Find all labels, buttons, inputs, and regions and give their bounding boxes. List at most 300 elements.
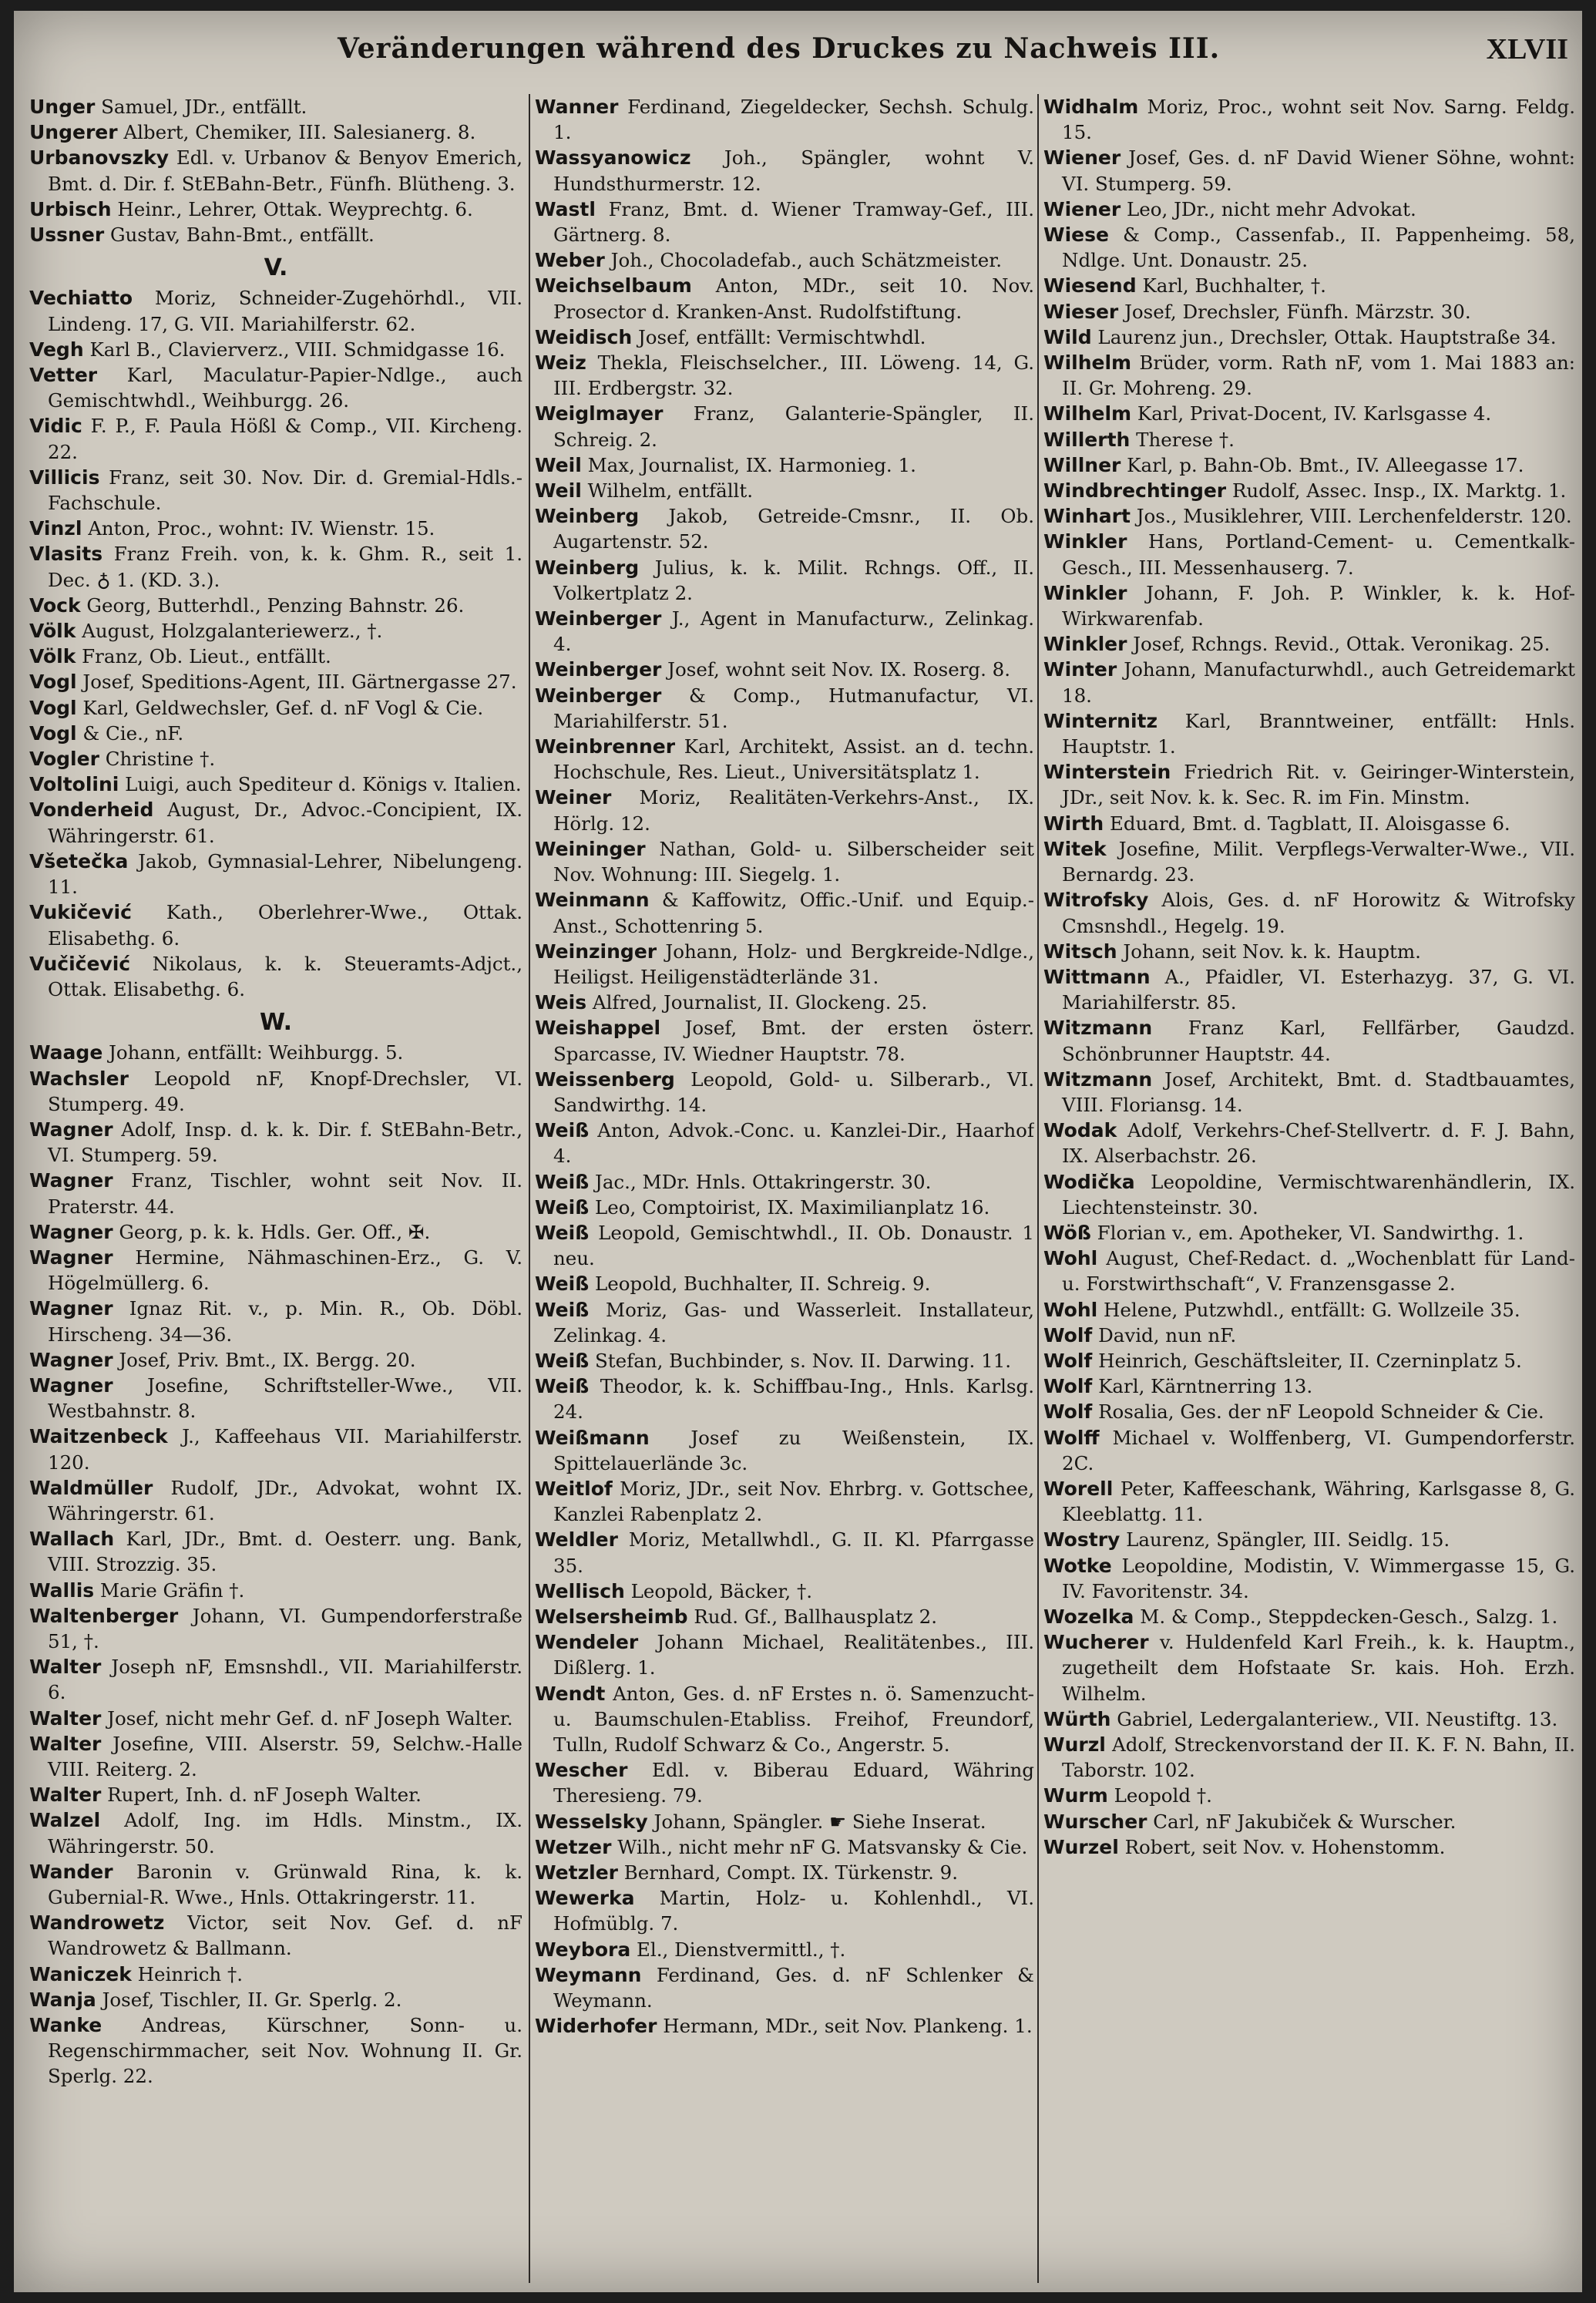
directory-entry <box>1043 452 1575 478</box>
entry-details: August, Chef-Redact. d. „Wochenblatt für Land- u. Forstwirthschaft“, V. Franzensgasse 2. <box>1062 1247 1575 1296</box>
directory-entry <box>535 785 1034 835</box>
directory-entry <box>29 1807 522 1858</box>
entry-surname: Weinmann <box>535 889 650 912</box>
directory-entry <box>29 1706 522 1731</box>
entry-details: August, Dr., Advoc.-Concipient, IX. Währingerstr. 61. <box>48 798 522 847</box>
entry-surname: Wachsler <box>29 1067 129 1090</box>
entry-surname: Voltolini <box>29 773 119 796</box>
entry-details: Johann, seit Nov. k. k. Hauptm. <box>1123 940 1421 963</box>
directory-entry <box>535 478 1034 503</box>
entry-surname: Wolf <box>1043 1323 1093 1346</box>
directory-entry <box>29 1603 522 1654</box>
directory-entry <box>1043 1553 1575 1604</box>
directory-entry <box>29 222 522 247</box>
entry-details: Leo, Comptoirist, IX. Maximilianplatz 16. <box>595 1195 990 1219</box>
directory-entry <box>1043 1834 1575 1860</box>
entry-surname: Všetečka <box>29 849 129 872</box>
entry-surname: Unger <box>29 96 96 118</box>
entry-surname: Vetter <box>29 364 98 387</box>
entry-surname: Würth <box>1043 1707 1111 1730</box>
entry-details: Rudolf, JDr., Advokat, wohnt IX. Währingerstr. 61. <box>48 1476 522 1525</box>
entry-surname: Waldmüller <box>29 1476 153 1499</box>
directory-entry <box>29 94 522 119</box>
entry-details: Josefine, Schriftsteller-Wwe., VII. Westbahnstr. 8. <box>48 1373 522 1423</box>
entry-details: Rupert, Inh. d. nF Joseph Walter. <box>107 1784 422 1807</box>
entry-details: Gustav, Bahn-Bmt., entfällt. <box>109 224 375 247</box>
entry-details: Michael v. Wolffenberg, VI. Gumpendorferstr. 2C. <box>1062 1426 1575 1474</box>
directory-entry <box>1043 503 1575 529</box>
directory-entry <box>1043 657 1575 708</box>
entry-surname: Wagner <box>29 1348 113 1371</box>
entry-details: Moriz, Schneider-Zugehörhdl., VII. Lindeng. 17, G. VII. Mariahilferstr. 62. <box>48 287 522 335</box>
directory-entry <box>1043 197 1575 222</box>
entry-details: Julius, k. k. Milit. Rchngs. Off., II. Volkertplatz 2. <box>553 556 1034 604</box>
entry-details: Karl, Privat-Docent, IV. Karlsgasse 4. <box>1137 402 1492 425</box>
entry-surname: Widhalm <box>1043 96 1139 118</box>
entry-surname: Wittmann <box>1043 965 1151 988</box>
directory-entry <box>1043 273 1575 298</box>
entry-details: Georg, p. k. k. Hdls. Ger. Off., ✠. <box>119 1220 431 1243</box>
entry-surname: Vechiatto <box>29 287 133 310</box>
entry-details: Josefine, Milit. Verpflegs-Verwalter-Wwe., VII. Bernardg. 23. <box>1062 837 1575 886</box>
entry-details: F. P., F. Paula Hößl & Comp., VII. Kircheng. 22. <box>48 415 522 463</box>
entry-details: Therese †. <box>1136 428 1235 451</box>
entry-details: Josef, Speditions-Agent, III. Gärtnergasse 27. <box>82 671 517 694</box>
directory-entry <box>29 618 522 644</box>
entry-details: Ferdinand, Ziegeldecker, Sechsh. Schulg. 1. <box>553 96 1034 144</box>
directory-entry <box>29 1962 522 1987</box>
entry-surname: Weichselbaum <box>535 274 692 298</box>
entry-details: Florian v., em. Apotheker, VI. Sandwirthg. 1. <box>1097 1221 1524 1244</box>
entry-surname: Waitzenbeck <box>29 1425 168 1448</box>
entry-surname: Wetzler <box>535 1861 618 1884</box>
entry-surname: Wendeler <box>535 1631 639 1654</box>
entry-details: Johann, Manufacturwhdl., auch Getreidemarkt 18. <box>1062 658 1575 707</box>
entry-details: El., Dienstvermittl., †. <box>637 1938 846 1961</box>
entry-surname: Weinberger <box>535 607 662 630</box>
entry-details: Adolf, Verkehrs-Chef-Stellvertr. d. F. J. Bahn, IX. Alserbachstr. 26. <box>1062 1119 1575 1168</box>
directory-entry <box>1043 1348 1575 1373</box>
directory-entry <box>29 593 522 618</box>
directory-entry <box>535 887 1034 938</box>
entry-surname: Weinberg <box>535 556 640 579</box>
directory-entry <box>535 452 1034 478</box>
directory-entry <box>1043 1373 1575 1399</box>
entry-surname: Weiz <box>535 351 586 375</box>
entry-surname: Weißmann <box>535 1426 650 1449</box>
entry-surname: Wolf <box>1043 1400 1093 1424</box>
entry-surname: Wostry <box>1043 1528 1121 1552</box>
entry-details: Anton, MDr., seit 10. Nov. Prosector d. Kranken-Anst. Rudolfstiftung. <box>553 274 1034 323</box>
entry-details: Rud. Gf., Ballhausplatz 2. <box>694 1605 938 1628</box>
entry-details: Carl, nF Jakubiček & Wurscher. <box>1153 1810 1457 1833</box>
directory-entry <box>1043 631 1575 657</box>
entry-details: Marie Gräfin †. <box>99 1578 245 1602</box>
directory-entry <box>29 849 522 899</box>
directory-entry <box>29 1040 522 1065</box>
entry-surname: Wolf <box>1043 1375 1093 1398</box>
entry-details: Johann Michael, Realitätenbes., III. Dißlerg. 1. <box>553 1631 1034 1679</box>
entry-surname: Weybora <box>535 1938 631 1961</box>
entry-surname: Waage <box>29 1041 103 1064</box>
directory-entry <box>1043 427 1575 452</box>
directory-entry <box>535 1527 1034 1578</box>
entry-details: Leopold, Gold- u. Silberarb., VI. Sandwirthg. 14. <box>553 1067 1034 1116</box>
entry-surname: Wiesend <box>1043 274 1137 298</box>
entry-details: Karl, Branntweiner, entfällt: Hnls. Hauptstr. 1. <box>1062 709 1575 758</box>
entry-surname: Wotke <box>1043 1554 1112 1577</box>
entry-surname: Vegh <box>29 338 84 361</box>
directory-entry <box>535 503 1034 554</box>
entry-details: Thekla, Fleischselcher., III. Löweng. 14, G. III. Erdbergstr. 32. <box>553 351 1034 400</box>
directory-entry <box>29 1654 522 1705</box>
entry-details: Baronin v. Grünwald Rina, k. k. Gubernial-R. Wwe., Hnls. Ottakringerstr. 11. <box>48 1860 522 1909</box>
entry-surname: Wandrowetz <box>29 1911 165 1935</box>
entry-details: Leopoldine, Modistin, V. Wimmergasse 15, G. IV. Favoritenstr. 34. <box>1062 1554 1575 1602</box>
entry-surname: Weiß <box>535 1221 590 1244</box>
entry-surname: Willerth <box>1043 428 1131 451</box>
entry-details: Hans, Portland-Cement- u. Cementkalk-Gesch., III. Messenhauserg. 7. <box>1062 530 1575 579</box>
entry-surname: Witrofsky <box>1043 889 1149 912</box>
directory-entry <box>29 1066 522 1117</box>
entry-surname: Wodička <box>1043 1170 1135 1193</box>
directory-entry <box>29 1373 522 1424</box>
directory-entry <box>1043 1629 1575 1706</box>
directory-entry <box>1043 1783 1575 1808</box>
entry-details: Alfred, Journalist, II. Glockeng. 25. <box>592 991 928 1014</box>
directory-entry <box>1043 1118 1575 1168</box>
entry-details: Johann, VI. Gumpendorferstraße 51, †. <box>48 1604 522 1652</box>
directory-entry <box>535 197 1034 247</box>
entry-surname: Weiß <box>535 1170 590 1193</box>
directory-entry <box>1043 964 1575 1015</box>
entry-details: Karl, Architekt, Assist. an d. techn. Hochschule, Res. Lieut., Universitätsplatz 1. <box>553 735 1034 784</box>
directory-column-3 <box>1043 94 1575 2283</box>
entry-details: Joseph nF, Emsnshdl., VII. Mariahilferstr. 6. <box>48 1656 522 1704</box>
directory-entry <box>1043 299 1575 324</box>
entry-surname: Wiener <box>1043 146 1121 170</box>
directory-entry <box>1043 350 1575 401</box>
entry-details: Karl, Buchhalter, †. <box>1142 274 1326 298</box>
entry-surname: Wolf <box>1043 1349 1093 1372</box>
entry-details: Peter, Kaffeeschank, Währing, Karlsgasse 8, G. Kleeblattg. 11. <box>1062 1477 1575 1526</box>
entry-details: Franz, Bmt. d. Wiener Tramway-Gef., III. Gärtnerg. 8. <box>553 197 1034 247</box>
entry-surname: Vogl <box>29 671 77 694</box>
entry-details: Johann, Holz- und Bergkreide-Ndlge., Heiligst. Heiligenstädterlände 31. <box>553 940 1034 988</box>
entry-details: Franz Freih. von, k. k. Ghm. R., seit 1. Dec. ♁ 1. (KD. 3.). <box>48 543 522 591</box>
directory-entry <box>29 797 522 848</box>
entry-details: Christine †. <box>105 748 216 771</box>
directory-entry <box>535 657 1034 682</box>
entry-surname: Wieser <box>1043 300 1119 323</box>
entry-details: Josef, nicht mehr Gef. d. nF Joseph Walter. <box>107 1706 513 1730</box>
directory-entry <box>1043 145 1575 196</box>
entry-details: Ferdinand, Ges. d. nF Schlenker & Weymann. <box>553 1963 1034 2012</box>
entry-surname: Welsersheimb <box>535 1605 688 1628</box>
entry-details: Karl, Maculatur-Papier-Ndlge., auch Gemischtwhdl., Weihburgg. 26. <box>48 364 522 412</box>
directory-entry <box>535 1476 1034 1527</box>
directory-entry <box>1043 529 1575 580</box>
entry-details: Karl, p. Bahn-Ob. Bmt., IV. Alleegasse 17. <box>1127 453 1524 476</box>
entry-details: Ignaz Rit. v., p. Min. R., Ob. Döbl. Hirscheng. 34—36. <box>48 1297 522 1346</box>
entry-surname: Waltenberger <box>29 1604 179 1627</box>
directory-entry <box>29 695 522 721</box>
directory-entry <box>1043 1732 1575 1783</box>
entry-surname: Wastl <box>535 197 596 220</box>
entry-surname: Walter <box>29 1784 102 1807</box>
directory-entry <box>535 1757 1034 1808</box>
entry-surname: Wanner <box>535 96 619 118</box>
directory-entry <box>1043 222 1575 273</box>
directory-entry <box>535 247 1034 273</box>
directory-entry <box>535 2013 1034 2039</box>
entry-surname: Wendt <box>535 1682 606 1705</box>
entry-details: Heinrich †. <box>137 1962 244 1985</box>
entry-details: Wilhelm, entfällt. <box>587 479 754 503</box>
entry-surname: Wurzel <box>1043 1835 1119 1858</box>
entry-surname: Witzmann <box>1043 1017 1153 1040</box>
directory-page <box>14 11 1582 2292</box>
entry-surname: Wöß <box>1043 1221 1091 1244</box>
entry-details: v. Huldenfeld Karl Freih., k. k. Hauptm., zugetheilt dem Hofstaate Sr. kais. Hoh. Erzh. Wilhelm. <box>1062 1631 1575 1705</box>
column-divider <box>1037 94 1039 2283</box>
entry-details: & Comp., Cassenfab., II. Pappenheimg. 58, Ndlge. Unt. Donaustr. 25. <box>1062 224 1575 272</box>
entry-details: Karl, Kärntnerring 13. <box>1098 1375 1313 1398</box>
entry-details: Moriz, Metallwhdl., G. II. Kl. Pfarrgasse 35. <box>553 1528 1034 1577</box>
directory-entry <box>1043 580 1575 631</box>
entry-details: Laurenz jun., Drechsler, Ottak. Hauptstraße 34. <box>1097 325 1557 348</box>
directory-entry <box>29 119 522 145</box>
entry-surname: Wurscher <box>1043 1810 1147 1833</box>
entry-details: J., Kaffeehaus VII. Mariahilferstr. 120. <box>48 1425 522 1474</box>
entry-surname: Wagner <box>29 1373 113 1397</box>
entry-surname: Witzmann <box>1043 1067 1153 1091</box>
entry-details: Andreas, Kürschner, Sonn- u. Regenschirmmacher, seit Nov. Wohnung II. Gr. Sperlg. 22. <box>48 2014 522 2088</box>
section-heading: W. <box>259 1009 293 1037</box>
entry-surname: Wagner <box>29 1169 113 1192</box>
entry-surname: Wilhelm <box>1043 402 1132 425</box>
directory-entry <box>29 644 522 669</box>
entry-details: Eduard, Bmt. d. Tagblatt, II. Aloisgasse 6. <box>1110 812 1510 835</box>
entry-details: M. & Comp., Steppdecken-Gesch., Salzg. 1. <box>1140 1605 1558 1628</box>
directory-entry <box>535 555 1034 606</box>
entry-surname: Wirth <box>1043 812 1104 835</box>
directory-entry <box>29 1219 522 1245</box>
entry-details: Josef, Tischler, II. Gr. Sperlg. 2. <box>102 1988 402 2011</box>
entry-surname: Winkler <box>1043 530 1127 553</box>
entry-details: Nikolaus, k. k. Steueramts-Adjct., Ottak. Elisabethg. 6. <box>48 952 522 1000</box>
page-number: XLVII <box>1486 33 1568 66</box>
entry-details: Nathan, Gold- u. Silberscheider seit Nov. Wohnung: III. Siegelg. 1. <box>553 837 1034 886</box>
entry-surname: Wanja <box>29 1988 96 2011</box>
entry-surname: Weil <box>535 453 582 476</box>
entry-details: Jakob, Getreide-Cmsnr., II. Ob. Augartenstr. 52. <box>553 505 1034 553</box>
entry-details: Moriz, Gas- und Wasserleit. Installateur, Zelinkag. 4. <box>553 1298 1034 1346</box>
directory-entry <box>535 1297 1034 1348</box>
entry-surname: Witsch <box>1043 940 1117 963</box>
directory-entry <box>29 1347 522 1373</box>
entry-details: Moriz, JDr., seit Nov. Ehrbrg. v. Gottschee, Kanzlei Rabenplatz 2. <box>553 1477 1034 1526</box>
directory-entry <box>1043 1809 1575 1834</box>
directory-entry <box>535 273 1034 324</box>
entry-details: Robert, seit Nov. v. Hohenstomm. <box>1124 1835 1446 1858</box>
directory-entry <box>535 1860 1034 1885</box>
entry-surname: Vogler <box>29 748 99 771</box>
entry-details: Bernhard, Compt. IX. Türkenstr. 9. <box>623 1861 959 1884</box>
directory-entry <box>1043 1246 1575 1296</box>
entry-details: Albert, Chemiker, III. Salesianerg. 8. <box>123 121 476 144</box>
entry-details: David, nun nF. <box>1098 1323 1237 1346</box>
entry-details: A., Pfaidler, VI. Esterhazyg. 37, G. VI. Mariahilferstr. 85. <box>1062 965 1575 1014</box>
directory-entry <box>29 1424 522 1474</box>
directory-entry <box>29 541 522 592</box>
entry-details: August, Holzgalanteriewerz., †. <box>82 620 383 643</box>
directory-entry <box>29 772 522 797</box>
entry-surname: Wanke <box>29 2014 102 2037</box>
entry-details: Samuel, JDr., entfällt. <box>101 96 307 118</box>
directory-entry <box>535 145 1034 196</box>
directory-entry <box>535 606 1034 657</box>
entry-details: & Cie., nF. <box>82 721 184 745</box>
directory-entry <box>1043 1169 1575 1220</box>
directory-entry <box>1043 1425 1575 1476</box>
entry-surname: Weiß <box>535 1195 590 1219</box>
entry-surname: Wiener <box>1043 197 1121 220</box>
entry-details: Hermine, Nähmaschinen-Erz., G. V. Högelmüllerg. 6. <box>48 1246 522 1295</box>
entry-surname: Wiese <box>1043 224 1109 247</box>
entry-surname: Wagner <box>29 1246 113 1269</box>
directory-entry <box>1043 94 1575 145</box>
entry-surname: Weinbrenner <box>535 735 676 758</box>
directory-entry <box>535 1604 1034 1629</box>
entry-details: Jakob, Gymnasial-Lehrer, Nibelungeng. 11. <box>48 849 522 899</box>
entry-surname: Villicis <box>29 466 100 489</box>
entry-surname: Walter <box>29 1732 102 1755</box>
directory-entry <box>29 516 522 541</box>
entry-details: Karl, JDr., Bmt. d. Oesterr. ung. Bank, VIII. Strozzig. 35. <box>48 1528 522 1576</box>
entry-details: Adolf, Streckenvorstand der II. K. F. N. Bahn, II. Taborstr. 102. <box>1062 1733 1575 1782</box>
entry-surname: Weldler <box>535 1528 618 1552</box>
directory-entry <box>535 1681 1034 1758</box>
directory-entry <box>1043 1297 1575 1323</box>
directory-entry <box>29 285 522 336</box>
directory-entry <box>1043 939 1575 964</box>
directory-entry <box>29 337 522 362</box>
directory-entry <box>1043 324 1575 350</box>
directory-entry <box>535 401 1034 452</box>
entry-surname: Winhart <box>1043 505 1131 528</box>
entry-details: Leo, JDr., nicht mehr Advokat. <box>1126 197 1416 220</box>
directory-entry <box>1043 1476 1575 1527</box>
directory-entry <box>29 1245 522 1296</box>
entry-surname: Wescher <box>535 1759 628 1782</box>
entry-details: Leopold †. <box>1114 1784 1212 1807</box>
entry-surname: Wagner <box>29 1220 113 1243</box>
entry-surname: Wilhelm <box>1043 351 1132 375</box>
directory-entry <box>29 1168 522 1219</box>
directory-entry <box>29 1731 522 1782</box>
directory-entry <box>535 990 1034 1015</box>
directory-entry <box>535 1629 1034 1680</box>
entry-surname: Weis <box>535 991 587 1014</box>
directory-entry <box>1043 1399 1575 1424</box>
entry-surname: Wallach <box>29 1528 115 1551</box>
directory-entry <box>535 350 1034 401</box>
directory-entry <box>29 145 522 196</box>
entry-details: Anton, Ges. d. nF Erstes n. ö. Samenzucht- u. Baumschulen-Etabliss. Freihof, Freundorf, Tulln, Rudolf Schwarz & Co., Angerstr. 5. <box>553 1682 1034 1756</box>
entry-details: J., Agent in Manufacturw., Zelinkag. 4. <box>553 607 1034 656</box>
directory-entry <box>535 1169 1034 1195</box>
entry-details: Josef, Drechsler, Fünfh. Märzstr. 30. <box>1124 300 1471 323</box>
entry-surname: Wagner <box>29 1297 113 1320</box>
page-title: Veränderungen während des Druckes zu Nachweis III. <box>338 32 1221 65</box>
entry-surname: Wewerka <box>535 1887 635 1910</box>
entry-details: Martin, Holz- u. Kohlenhdl., VI. Hofmüblg. 7. <box>553 1887 1034 1935</box>
entry-surname: Wodak <box>1043 1119 1117 1142</box>
entry-surname: Weymann <box>535 1963 642 1986</box>
directory-entry <box>1043 478 1575 503</box>
entry-details: Jac., MDr. Hnls. Ottakringerstr. 30. <box>595 1170 932 1193</box>
entry-details: Max, Journalist, IX. Harmonieg. 1. <box>587 453 916 476</box>
entry-surname: Winkler <box>1043 581 1127 604</box>
entry-surname: Weiglmayer <box>535 402 664 425</box>
entry-surname: Weinberger <box>535 658 662 681</box>
directory-entry <box>29 197 522 222</box>
entry-surname: Wucherer <box>1043 1631 1149 1654</box>
directory-entry <box>29 413 522 464</box>
entry-details: & Kaffowitz, Offic.-Unif. und Equip.-Anst., Schottenring 5. <box>553 889 1034 937</box>
entry-details: Josef, Ges. d. nF David Wiener Söhne, wohnt: VI. Stumperg. 59. <box>1062 146 1575 195</box>
entry-surname: Weishappel <box>535 1017 661 1040</box>
entry-surname: Weitlof <box>535 1477 613 1500</box>
directory-entry <box>29 465 522 516</box>
page-header <box>14 32 1582 79</box>
entry-surname: Wetzer <box>535 1835 612 1858</box>
entry-details: Franz, Ob. Lieut., entfällt. <box>82 645 331 668</box>
entry-surname: Wohl <box>1043 1298 1098 1321</box>
directory-entry <box>535 1578 1034 1604</box>
directory-entry <box>535 1118 1034 1168</box>
entry-surname: Vock <box>29 593 81 617</box>
directory-entry <box>29 1859 522 1910</box>
entry-details: Josef, wohnt seit Nov. IX. Roserg. 8. <box>667 658 1011 681</box>
entry-surname: Ungerer <box>29 121 118 144</box>
directory-entry <box>535 1015 1034 1066</box>
entry-details: Laurenz, Spängler, III. Seidlg. 15. <box>1126 1528 1450 1552</box>
entry-details: Josef, Rchngs. Revid., Ottak. Veronikag. 25. <box>1133 633 1551 656</box>
entry-details: Helene, Putzwhdl., entfällt: G. Wollzeile 35. <box>1104 1298 1520 1321</box>
directory-entry <box>29 951 522 1002</box>
entry-details: Georg, Butterhdl., Penzing Bahnstr. 26. <box>86 593 465 617</box>
entry-details: Stefan, Buchbinder, s. Nov. II. Darwing. 11. <box>595 1349 1012 1372</box>
entry-details: Johann, F. Joh. P. Winkler, k. k. Hof-Wirkwarenfab. <box>1062 581 1575 630</box>
entry-details: Luigi, auch Spediteur d. Königs v. Italien. <box>125 773 522 796</box>
entry-details: Josef, Bmt. der ersten österr. Sparcasse, IV. Wiedner Hauptstr. 78. <box>553 1017 1034 1065</box>
entry-surname: Ussner <box>29 224 105 247</box>
entry-details: Jos., Musiklehrer, VIII. Lerchenfelderstr. 120. <box>1136 505 1572 528</box>
entry-surname: Weiß <box>535 1119 590 1142</box>
entry-details: Victor, seit Nov. Gef. d. nF Wandrowetz & Ballmann. <box>48 1911 522 1960</box>
entry-details: Johann, Spängler. ☛ Siehe Inserat. <box>654 1810 986 1833</box>
directory-entry <box>29 1987 522 2012</box>
directory-entry <box>1043 1323 1575 1348</box>
entry-surname: Winternitz <box>1043 709 1158 732</box>
section-heading: V. <box>264 254 288 282</box>
entry-surname: Weil <box>535 479 582 503</box>
directory-column-2 <box>535 94 1034 2283</box>
directory-entry <box>1043 1604 1575 1629</box>
entry-surname: Waniczek <box>29 1962 132 1985</box>
